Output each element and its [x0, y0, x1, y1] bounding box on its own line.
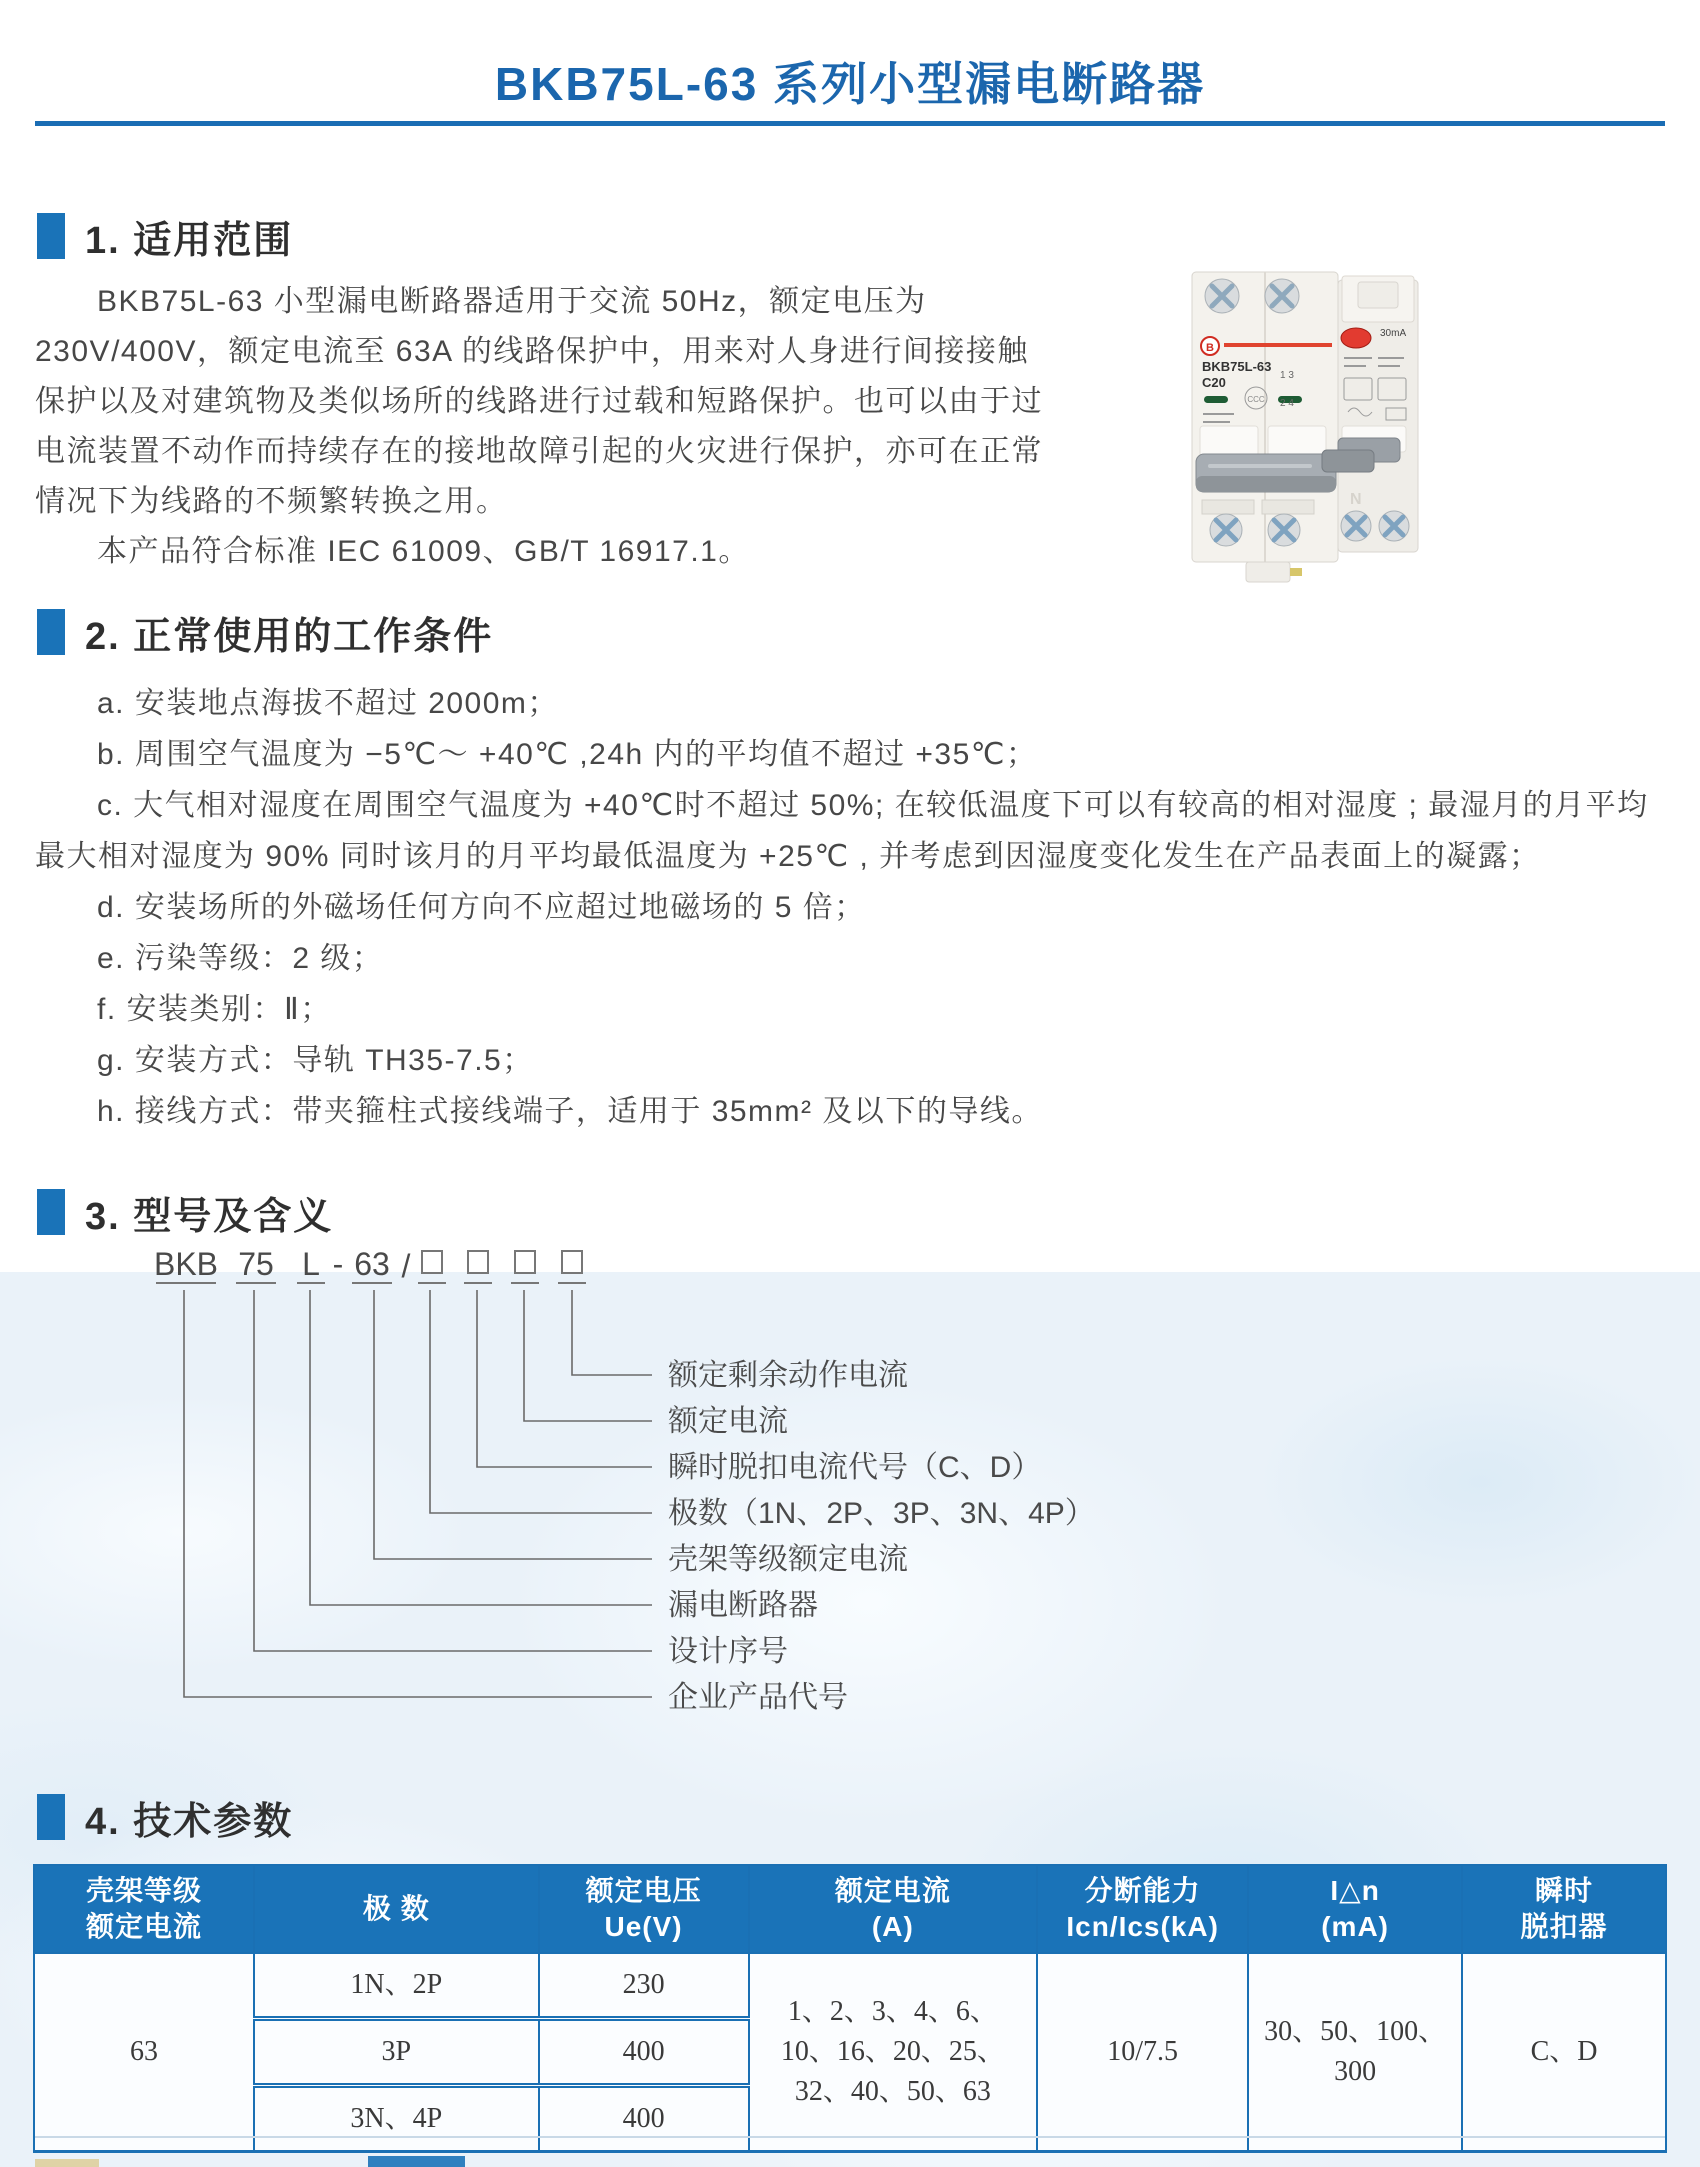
section-bullet-square: [37, 213, 65, 259]
svg-text:N: N: [1350, 491, 1362, 508]
code-segment-bkb: BKB: [153, 1246, 219, 1282]
technical-parameters-table: [33, 1864, 1667, 2153]
header-rated-voltage: 额定电压 Ue(V): [539, 1865, 749, 1953]
cell-idn: 30、50、100、 300: [1248, 1953, 1462, 2152]
footer-cropped-shape-left: [35, 2159, 99, 2167]
code-segment-63: 63: [354, 1246, 390, 1282]
svg-text:1 3: 1 3: [1280, 370, 1294, 381]
section1-title: 1. 适用范围: [85, 219, 294, 262]
section2-heading: [37, 608, 493, 656]
condition-item: b. 周围空气温度为 −5℃～ +40℃ ,24h 内的平均值不超过 +35℃；: [97, 738, 1038, 771]
table-bottom-shadow-line: [35, 2136, 1665, 2138]
section4-title: 4. 技术参数: [85, 1800, 294, 1843]
diagram-label: 壳架等级额定电流: [668, 1543, 908, 1576]
condition-item: d. 安装场所的外磁场任何方向不应超过地磁场的 5 倍；: [97, 891, 866, 924]
section1-paragraph: [35, 277, 1175, 577]
condition-item: f. 安装类别：Ⅱ；: [97, 993, 332, 1026]
cell-poles: 3N、4P: [254, 2086, 539, 2152]
cell-poles: 3P: [254, 2019, 539, 2086]
paragraph-line: 电流装置不动作而持续存在的接地故障引起的火灾进行保护，亦可在正常: [35, 435, 1043, 468]
cell-poles: 1N、2P: [254, 1953, 539, 2019]
condition-item: e. 污染等级：2 级；: [97, 942, 384, 975]
paragraph-line: 本产品符合标准 IEC 61009、GB/T 16917.1。: [97, 535, 750, 568]
code-placeholder-squares: [422, 1251, 582, 1273]
svg-text:B: B: [1206, 342, 1214, 354]
section2-list: [35, 678, 1685, 1137]
footer-cropped-shape-right: [368, 2156, 465, 2167]
section2-title: 2. 正常使用的工作条件: [85, 615, 494, 658]
diagram-connector-lines: [184, 1290, 652, 1697]
cell-frame-current: 63: [34, 1953, 254, 2152]
diagram-label: 极数（1N、2P、3P、3N、4P）: [668, 1497, 1095, 1530]
breaker-model-text: BKB75L-63: [1202, 359, 1272, 374]
header-idn: I△n (mA): [1248, 1865, 1462, 1953]
section3-title: 3. 型号及含义: [85, 1195, 334, 1238]
paragraph-line: 230V/400V，额定电流至 63A 的线路保护中，用来对人身进行间接接触: [35, 335, 1029, 368]
breaker-rating-text: C20: [1202, 375, 1226, 390]
diagram-label: 企业产品代号: [668, 1681, 848, 1714]
condition-item: c. 大气相对湿度在周围空气温度为 +40℃时不超过 50%; 在较低温度下可以有较高的相对湿度 ; 最湿月的月平均: [97, 789, 1649, 822]
header-rated-current: 额定电流 (A): [749, 1865, 1038, 1953]
cell-rated-current: 1、2、3、4、6、 10、16、20、25、 32、40、50、63: [749, 1953, 1038, 2152]
diagram-label: 瞬时脱扣电流代号（C、D）: [668, 1451, 1042, 1484]
paragraph-line: 情况下为线路的不频繁转换之用。: [35, 485, 508, 518]
section-bullet-square: [37, 609, 65, 655]
diagram-label: 额定电流: [668, 1405, 788, 1438]
condition-item: h. 接线方式：带夹箍柱式接线端子，适用于 35mm² 及以下的导线。: [97, 1095, 1043, 1128]
page-title: BKB75L-63 系列小型漏电断路器: [494, 58, 1206, 110]
condition-item: g. 安装方式：导轨 TH35-7.5；: [97, 1044, 534, 1077]
section-bullet-square: [37, 1794, 65, 1840]
code-segment-l: L: [302, 1246, 320, 1282]
paragraph-line: BKB75L-63 小型漏电断路器适用于交流 50Hz，额定电压为: [97, 285, 927, 318]
diagram-label: 漏电断路器: [668, 1589, 818, 1622]
condition-item: 最大相对湿度为 90% 同时该月的月平均最低温度为 +25℃ , 并考虑到因湿度变化发生在产品表面上的凝露；: [35, 840, 1541, 873]
section3-heading: [37, 1188, 333, 1236]
header-frame-current: 壳架等级 额定电流: [34, 1865, 254, 1953]
table-row: [34, 1953, 1666, 2019]
cell-voltage: 400: [539, 2086, 749, 2152]
code-segment-slash: /: [401, 1248, 411, 1284]
code-segment-75: 75: [238, 1246, 274, 1282]
section-bullet-square: [37, 1189, 65, 1235]
cell-trip-type: C、D: [1462, 1953, 1666, 2152]
cell-voltage: 230: [539, 1953, 749, 2019]
title-underline: [35, 121, 1665, 126]
model-designation-diagram: [0, 1235, 1180, 1740]
circuit-breaker-product-image: [1190, 266, 1420, 588]
section4-heading: [37, 1793, 293, 1841]
svg-text:2 4: 2 4: [1280, 398, 1294, 409]
svg-text:CCC: CCC: [1247, 395, 1265, 404]
section1-heading: [37, 212, 293, 260]
header-breaking-capacity: 分断能力 Icn/Ics(kA): [1037, 1865, 1248, 1953]
cell-breaking-capacity: 10/7.5: [1037, 1953, 1248, 2152]
cell-voltage: 400: [539, 2019, 749, 2086]
diagram-label: 额定剩余动作电流: [668, 1359, 908, 1392]
breaker-leakage-text: 30mA: [1380, 328, 1407, 339]
diagram-label: 设计序号: [668, 1635, 788, 1668]
header-poles: 极 数: [254, 1865, 539, 1953]
table-header-row: [34, 1865, 1666, 1953]
header-instant-trip: 瞬时 脱扣器: [1462, 1865, 1666, 1953]
condition-item: a. 安装地点海拔不超过 2000m；: [97, 687, 559, 720]
code-segment-dash: -: [332, 1246, 344, 1282]
paragraph-line: 保护以及对建筑物及类似场所的线路进行过载和短路保护。也可以由于过: [35, 385, 1043, 418]
